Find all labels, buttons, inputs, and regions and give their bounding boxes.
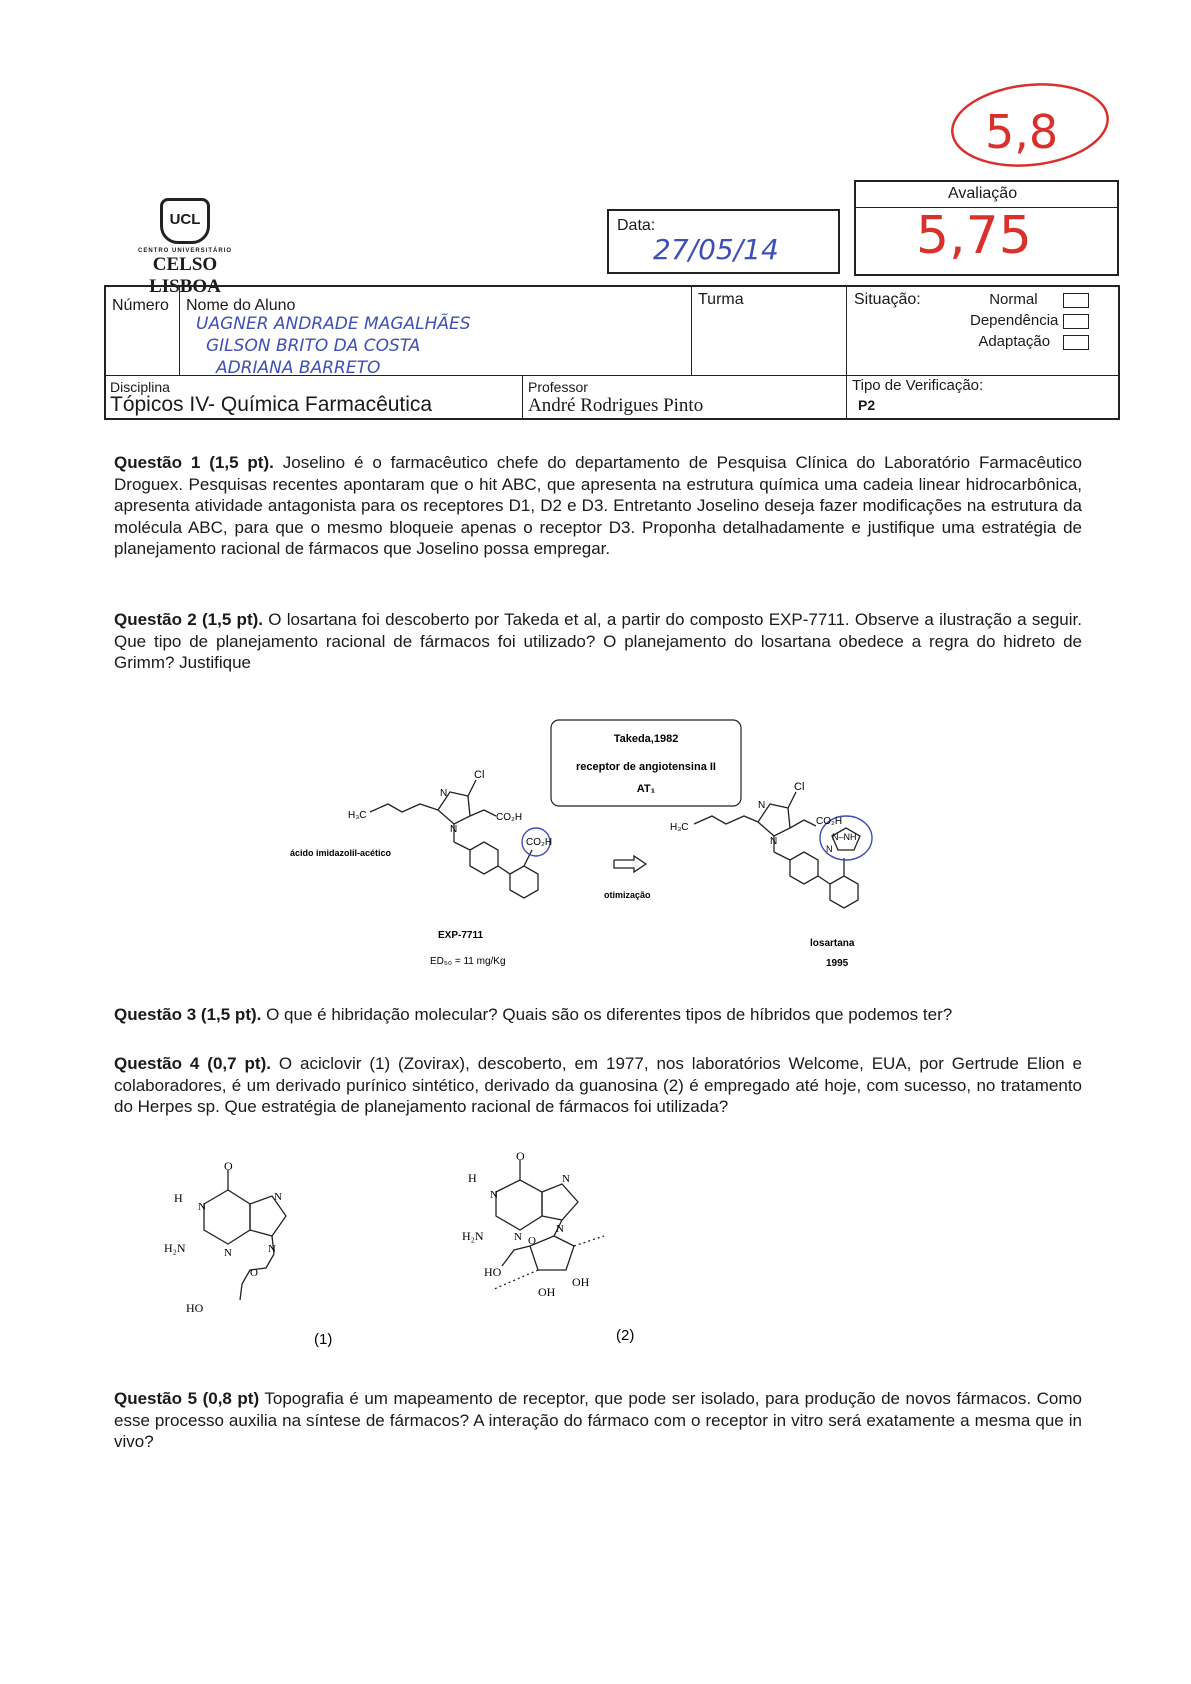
institution-name: CELSO LISBOA — [149, 254, 221, 297]
exp-n-bottom: N — [450, 824, 458, 835]
los-n-bottom: N — [770, 836, 778, 847]
disciplina-label: Disciplina — [110, 379, 170, 395]
acy-n7: N — [274, 1191, 282, 1203]
guo-oh2: OH — [572, 1275, 590, 1289]
evaluation-box — [854, 180, 1119, 276]
question-5-text: Topografia é um mapeamento de receptor, que pode ser isolado, para produção de novos fármacos. Como esse processo auxilia na síntese de fármacos? A interação do fármaco com o receptor in vitro será exatamente a mesma que in vivo? — [114, 1389, 1083, 1451]
disciplina-value: Tópicos IV- Química Farmacêutica — [110, 393, 433, 416]
takeda-line3: AT₁ — [636, 783, 656, 795]
tipo-label: Tipo de Verificação: — [852, 377, 984, 394]
guanosine-structure — [492, 1160, 604, 1290]
acy-o: O — [224, 1159, 233, 1173]
acy-h: H — [174, 1191, 183, 1205]
question-3-title: Questão 3 (1,5 pt). — [114, 1005, 262, 1024]
question-2-title: Questão 2 (1,5 pt). — [114, 610, 263, 629]
student-info-table — [104, 285, 1120, 420]
exp-co2h: CO₂H — [496, 812, 523, 823]
situacao-label: Situação: — [854, 291, 921, 308]
los-year: 1995 — [826, 958, 849, 969]
option-normal[interactable]: Normal — [970, 289, 1089, 310]
professor-label: Professor — [528, 379, 588, 395]
optimization-arrow — [614, 856, 646, 872]
guo-n1: N — [490, 1189, 498, 1201]
nome-label: Nome do Aluno — [186, 297, 296, 314]
guo-h2n: H₂N — [462, 1229, 484, 1243]
exp-label: ácido imidazolil-acético — [290, 848, 392, 858]
student-name-1: UAGNER ANDRADE MAGALHÃES — [196, 314, 471, 334]
acy-n1: N — [198, 1201, 206, 1213]
exp-h3c: H₃C — [348, 810, 367, 821]
student-name-3: ADRIANA BARRETO — [216, 358, 381, 378]
numero-label: Número — [112, 297, 169, 314]
checkbox-adaptacao[interactable] — [1063, 335, 1089, 350]
tipo-value: P2 — [858, 397, 876, 413]
acy-ho: HO — [186, 1301, 204, 1315]
logo-caption: CENTRO UNIVERSITÁRIO — [137, 248, 232, 254]
question-3-text: O que é hibridação molecular? Quais são os diferentes tipos de híbridos que podemos ter? — [266, 1005, 953, 1024]
question-4-title: Questão 4 (0,7 pt). — [114, 1054, 271, 1073]
losartan-structure — [694, 792, 872, 908]
exp-dose: ED₅₀ = 11 mg/Kg — [430, 956, 506, 967]
question-4 — [114, 1053, 1082, 1118]
guo-n7: N — [562, 1173, 570, 1185]
option-dependencia[interactable]: Dependência — [970, 310, 1089, 331]
question-4-text: O aciclovir (1) (Zovirax), descoberto, em 1977, nos laboratórios Welcome, EUA, por Gertrude Elion e colaboradores, é um derivado purínico sintético, derivado da guanosina (2) é empregado até hoje, com sucesso, no tratamento do Herpes sp. Que estratégia de planejamento racional de fármacos foi utilizada? — [114, 1054, 1082, 1116]
checkbox-normal[interactable] — [1063, 293, 1089, 308]
guo-n3: N — [514, 1231, 522, 1243]
los-n-top: N — [758, 800, 766, 811]
guo-o: O — [516, 1149, 525, 1163]
exp-name: EXP-7711 — [438, 930, 484, 941]
question-1-text: Joselino é o farmacêutico chefe do departamento de Pesquisa Clínica do Laboratório Farmacêutico Droguex. Pesquisas recentes apontaram que o hit ABC, que apresenta na estrutura química uma cadeia linear hidrocarbônica, apresenta atividade antagonista para os receptores D1, D2 e D3. Entretanto Joselino deseja fazer modificações na estrutura da molécula ABC, para que o mesmo bloqueie apenas o receptor D3. Proponha detalhadamente e justifique uma estratégia de planejamento racional de fármacos que Joselino possa empregar. — [114, 453, 1082, 558]
grade-circled-value: 5,8 — [985, 105, 1059, 159]
guo-o-ring: O — [528, 1235, 536, 1247]
exp7711-structure — [370, 780, 553, 898]
professor-value: André Rodrigues Pinto — [528, 395, 704, 416]
question-2-text: O losartana foi descoberto por Takeda et al, a partir do composto EXP-7711. Observe a ilustração a seguir. Que tipo de planejamento racional de fármacos foi utilizado? O planejamento do losartana obedece a regra do hidreto de Grimm? Justifique — [114, 610, 1082, 672]
acyclovir-structure — [204, 1170, 286, 1300]
exp-n-top: N — [440, 788, 448, 799]
student-name-2: GILSON BRITO DA COSTA — [206, 336, 421, 356]
question-3 — [114, 1004, 1082, 1026]
losartan-figure — [270, 718, 930, 978]
student-names[interactable] — [196, 313, 471, 379]
date-value[interactable]: 27/05/14 — [653, 233, 779, 266]
acy-h2n: H₂N — [164, 1241, 186, 1255]
question-5-title: Questão 5 (0,8 pt) — [114, 1389, 260, 1408]
evaluation-label: Avaliação — [948, 185, 1018, 202]
guanosine-label: (2) — [616, 1327, 635, 1344]
los-cl: Cl — [794, 781, 805, 793]
guo-h: H — [468, 1171, 477, 1185]
los-co2h: CO₂H — [816, 816, 843, 827]
date-label: Data: — [617, 217, 656, 234]
los-h3c: H₃C — [670, 822, 689, 833]
guo-oh1: OH — [538, 1285, 556, 1299]
acy-o-ether: O — [250, 1267, 258, 1279]
question-5 — [114, 1388, 1082, 1453]
exp-co2h-2: CO₂H — [526, 837, 553, 848]
turma-label: Turma — [698, 291, 744, 308]
institution-logo — [125, 198, 245, 298]
evaluation-value[interactable]: 5,75 — [916, 206, 1032, 266]
los-name: losartana — [810, 938, 855, 949]
los-tetrazole-n: N — [826, 844, 833, 854]
arrow-label: otimização — [604, 890, 651, 900]
acy-n3: N — [224, 1247, 232, 1259]
acyclovir-figure — [150, 1149, 670, 1360]
acyclovir-label: (1) — [314, 1331, 333, 1348]
date-box — [607, 209, 840, 274]
takeda-line1: Takeda,1982 — [613, 733, 679, 745]
guo-n9: N — [556, 1223, 564, 1235]
question-1 — [114, 452, 1082, 560]
situacao-options — [970, 289, 1089, 352]
exp-cl: Cl — [474, 769, 485, 781]
guo-ho: HO — [484, 1265, 502, 1279]
acy-n9: N — [268, 1243, 276, 1255]
los-tetrazole-nnh: N–NH — [832, 832, 857, 842]
question-2 — [114, 609, 1082, 674]
takeda-line2: receptor de angiotensina II — [576, 761, 716, 773]
option-adaptacao[interactable]: Adaptação — [970, 331, 1089, 352]
question-1-title: Questão 1 (1,5 pt). — [114, 453, 274, 472]
checkbox-dependencia[interactable] — [1063, 314, 1089, 329]
logo-emblem: UCL — [160, 198, 210, 244]
